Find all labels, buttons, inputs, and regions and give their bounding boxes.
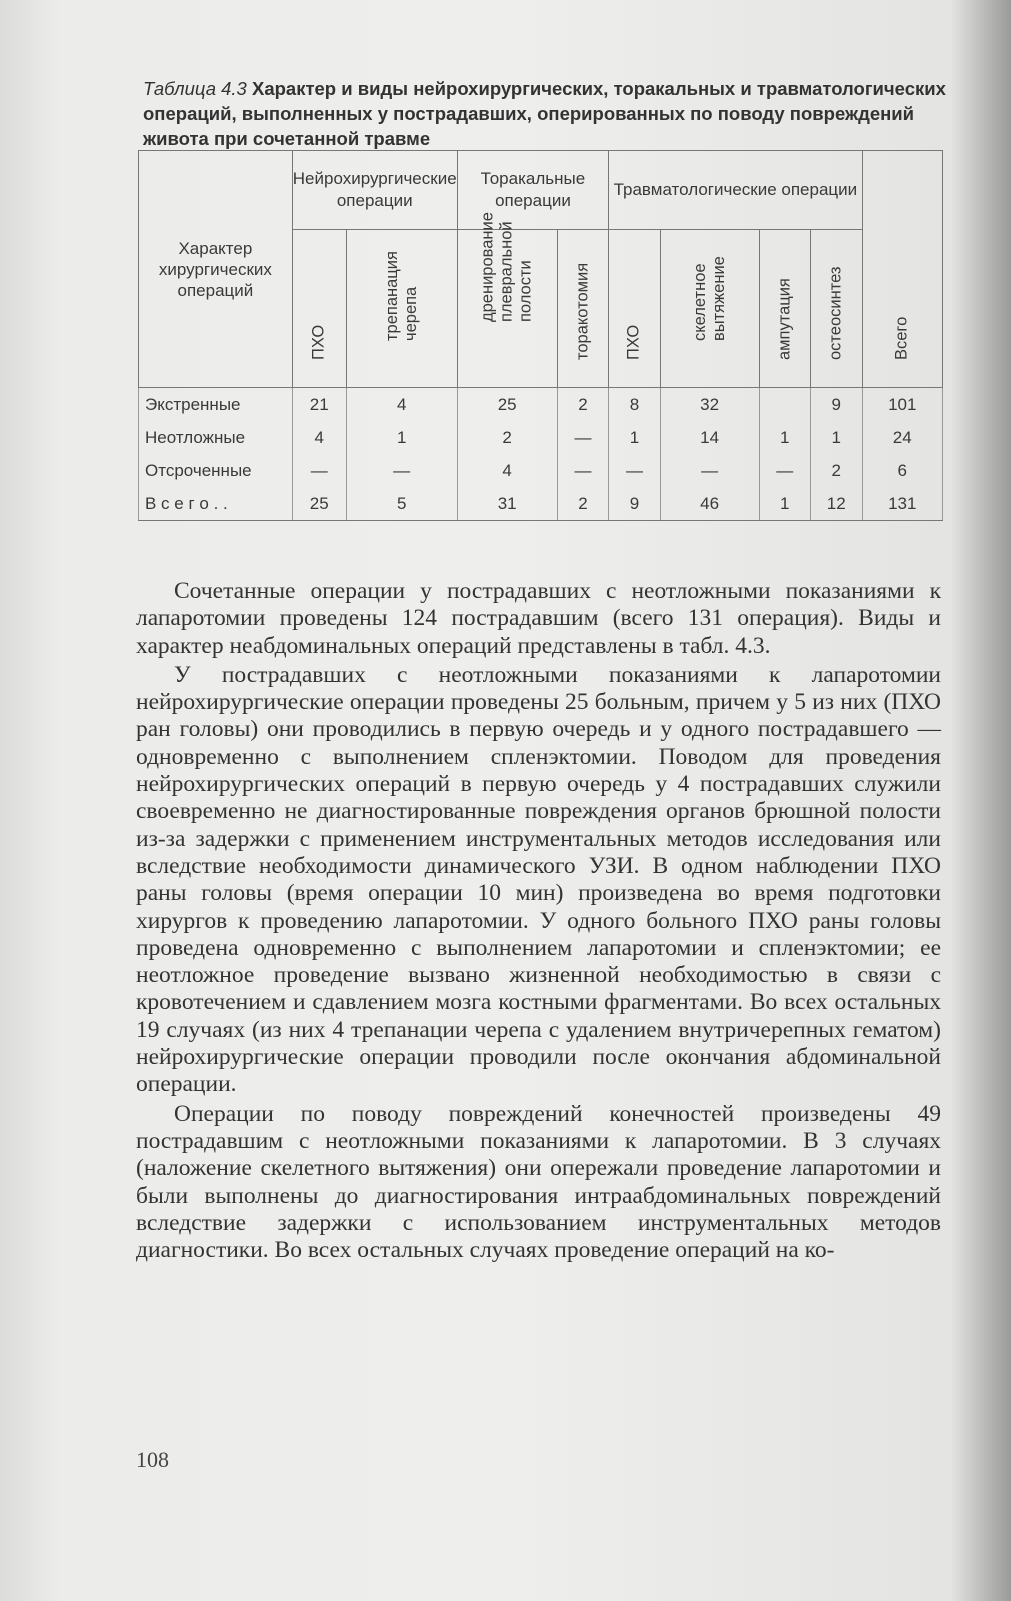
table-cell: — xyxy=(609,454,660,487)
paragraph: У пострадавших с неотложными показаниями к лапаротомии нейрохирургические операции проведены 25 больным, причем у 5 из них (ПХО ран головы) они проводились в первую очередь и у одного пострадавшего — одновременно с выполнением спленэктомии. Поводом для проведения нейрохирургических операций в первую очередь у 4 пострадавших служили своевременно не диагностированные повреждения органов брюшной полости из-за задержки с применением инструментальных методов исследования или вследствие необходимости динамического УЗИ. В одном наблюдении ПХО раны головы (время операции 10 мин) произведена во время подготовки хирургов к проведению лапаротомии. У одного больного ПХО раны головы проведена одновременно с выполнением лапаротомии и спленэктомии; ее неотложное проведение вызвано жизненной необходимостью в связи с кровотечением и сдавлением мозга костными фрагментами. Во всех остальных 19 случаях (из них 4 трепанации черепа с удалением внутричерепных гематом) нейрохирургические операции проводили после окончания абдоминальной операции. xyxy=(136,661,941,1098)
subheader-thoracotomy: торакотомия xyxy=(557,230,609,388)
table-cell: 8 xyxy=(609,388,660,422)
table-cell xyxy=(759,388,810,422)
table-cell: 131 xyxy=(862,487,943,521)
table-row xyxy=(139,454,943,487)
table-cell: 24 xyxy=(862,421,943,454)
group-header-trauma: Травматологические операции xyxy=(609,151,862,230)
table-cell: 9 xyxy=(609,487,660,521)
table-caption-label: Таблица 4.3 xyxy=(143,78,247,99)
page-number: 108 xyxy=(136,1447,169,1472)
table-cell: 1 xyxy=(346,421,457,454)
table-cell: 2 xyxy=(557,487,609,521)
table-cell: 1 xyxy=(759,421,810,454)
body-text xyxy=(136,578,941,1266)
table-cell: 2 xyxy=(810,454,862,487)
table-cell: 9 xyxy=(810,388,862,422)
table-cell: — xyxy=(759,454,810,487)
row-label: Экстренные xyxy=(139,388,293,422)
table-cell: — xyxy=(292,454,346,487)
table-row-total xyxy=(139,487,943,521)
group-header-neuro: Нейрохирургические операции xyxy=(292,151,457,230)
subheader-pleural-drainage: дренирование плевральной полости xyxy=(457,230,557,388)
table-cell: 4 xyxy=(457,454,557,487)
table-cell: 4 xyxy=(346,388,457,422)
table-cell: 21 xyxy=(292,388,346,422)
table-cell: 1 xyxy=(759,487,810,521)
row-label: В с е г о . . xyxy=(139,487,293,521)
table-cell: 2 xyxy=(557,388,609,422)
table-cell: 25 xyxy=(457,388,557,422)
paragraph: Операции по поводу повреждений конечностей произведены 49 пострадавшим с неотложными показаниями к лапаротомии. В 3 случаях (наложение скелетного вытяжения) они опережали проведение лапаротомии и были выполнены до диагностирования интраабдоминальных повреждений вследствие задержки с использованием инструментальных методов диагностики. Во всех остальных случаях проведение операций на ко- xyxy=(136,1100,941,1264)
row-label: Неотложные xyxy=(139,421,293,454)
table-cell: 1 xyxy=(609,421,660,454)
subheader-neuro-pho: ПХО xyxy=(292,230,346,388)
table-cell: 25 xyxy=(292,487,346,521)
table-cell: 2 xyxy=(457,421,557,454)
table-cell: 12 xyxy=(810,487,862,521)
subheader-skeletal-traction: скелетное вытяжение xyxy=(660,230,759,388)
table-cell: — xyxy=(557,421,609,454)
table-cell: — xyxy=(660,454,759,487)
subheader-trepanation: трепанация черепа xyxy=(346,230,457,388)
table-caption xyxy=(143,76,963,151)
row-label: Отсроченные xyxy=(139,454,293,487)
table-cell: 32 xyxy=(660,388,759,422)
table-cell: 14 xyxy=(660,421,759,454)
table-cell: 101 xyxy=(862,388,943,422)
table-row xyxy=(139,388,943,422)
table-corner-header: Характер хирургических операций xyxy=(139,151,293,388)
operations-table xyxy=(138,150,943,521)
table-cell: 46 xyxy=(660,487,759,521)
subheader-osteosynthesis: остеосинтез xyxy=(810,230,862,388)
table-cell: — xyxy=(346,454,457,487)
group-header-thoracic: Торакальные операции xyxy=(457,151,609,230)
table-cell: 4 xyxy=(292,421,346,454)
table-row xyxy=(139,421,943,454)
table-cell: 31 xyxy=(457,487,557,521)
subheader-trauma-pho: ПХО xyxy=(609,230,660,388)
table-cell: 6 xyxy=(862,454,943,487)
table-caption-text: Характер и виды нейрохирургических, торакальных и травматологических операций, выполненных у пострадавших, оперированных по поводу повреждений живота при сочетанной травме xyxy=(143,78,946,149)
table-cell: 1 xyxy=(810,421,862,454)
total-column-header: Всего xyxy=(862,151,943,388)
table-cell: 5 xyxy=(346,487,457,521)
table-cell: — xyxy=(557,454,609,487)
subheader-amputation: ампутация xyxy=(759,230,810,388)
paragraph: Сочетанные операции у пострадавших с неотложными показаниями к лапаротомии проведены 124 пострадавшим (всего 131 операция). Виды и характер неабдоминальных операций представлены в табл. 4.3. xyxy=(136,578,941,659)
